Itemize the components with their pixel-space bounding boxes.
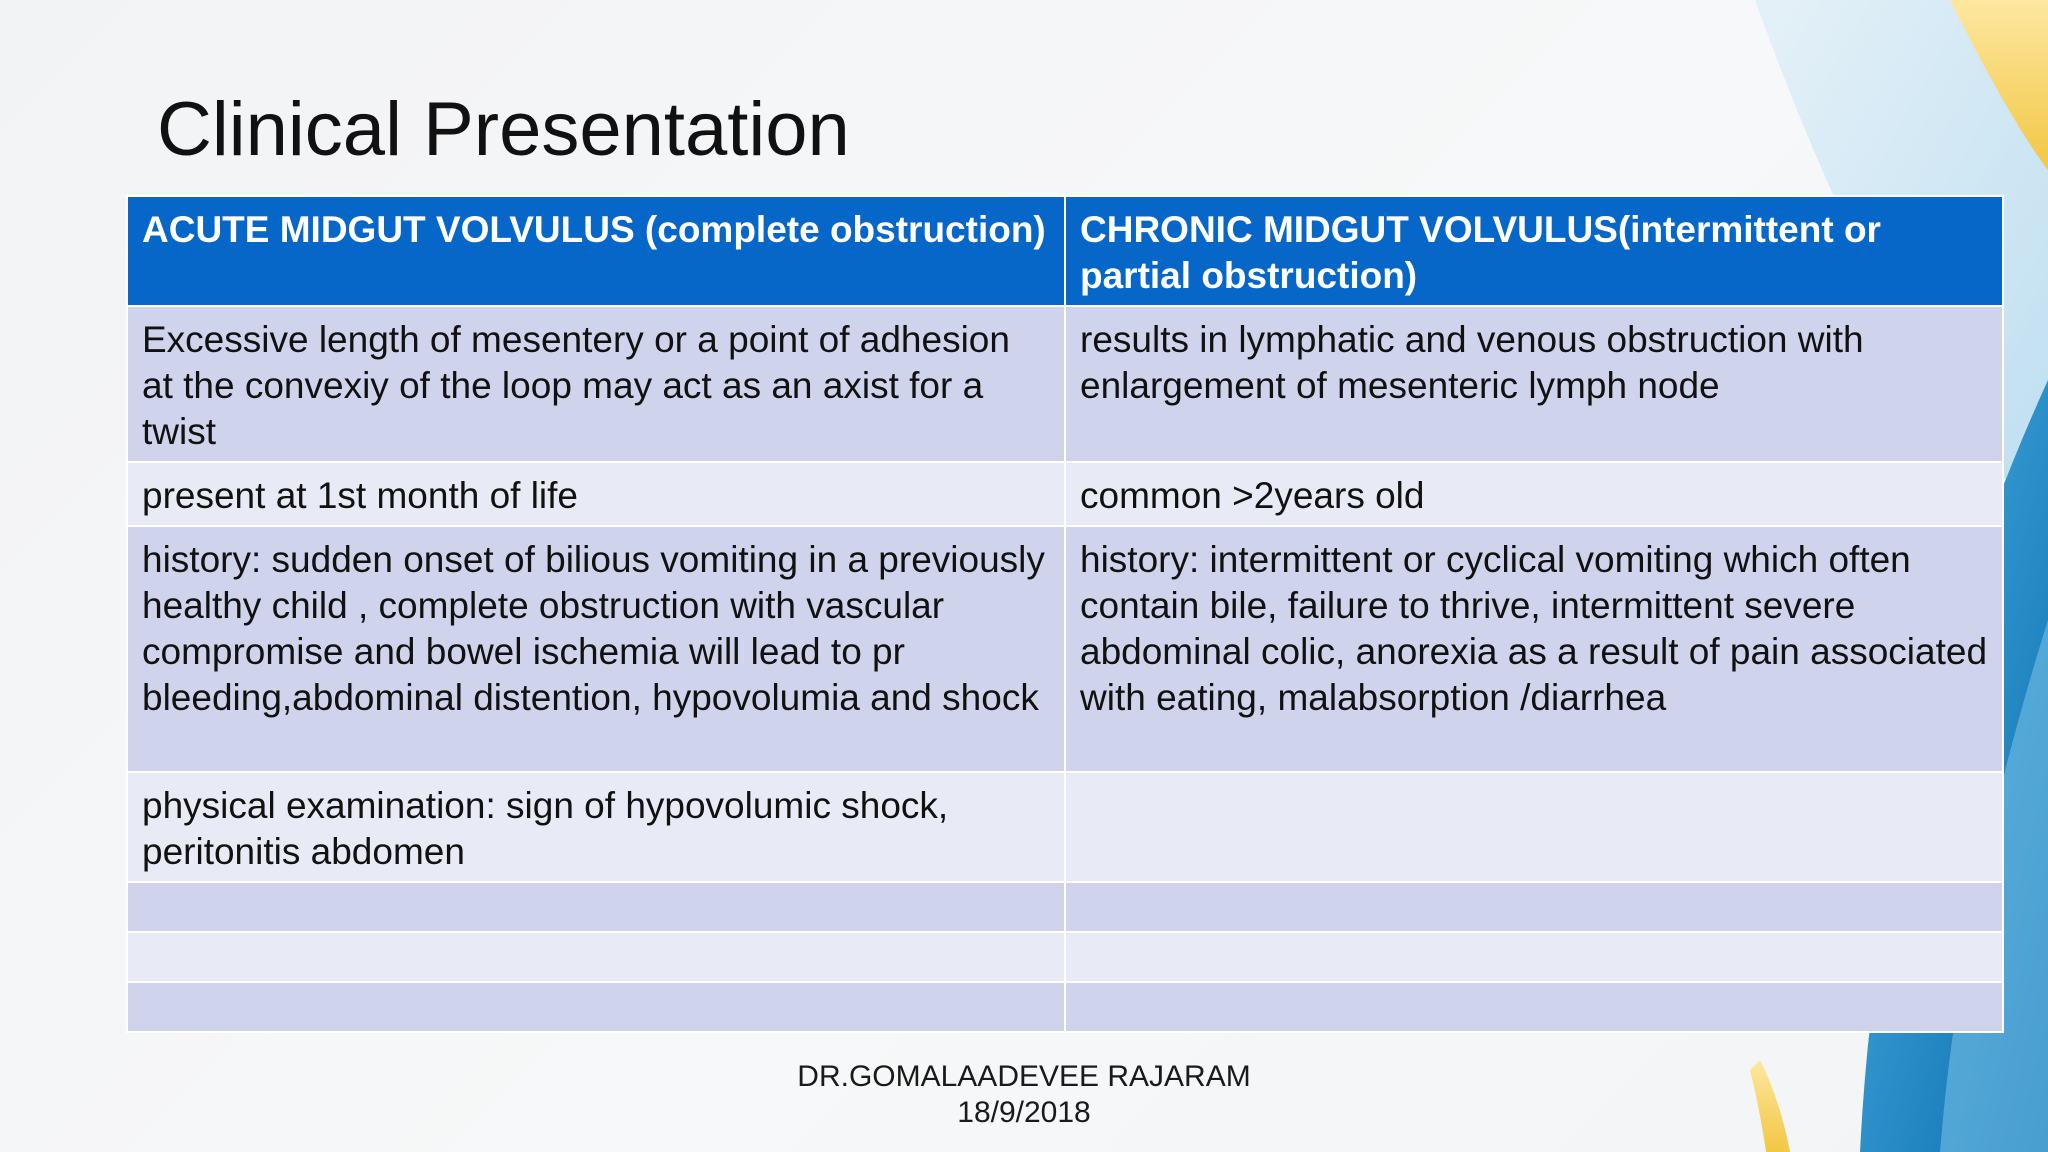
- table-row: [127, 932, 2003, 982]
- table-row: [127, 982, 2003, 1032]
- footer-author: DR.GOMALAADEVEE RAJARAM: [797, 1060, 1251, 1093]
- table-row: [127, 306, 2003, 462]
- table-cell: [1065, 772, 2003, 882]
- footer-date: 18/9/2018: [957, 1096, 1091, 1129]
- table-row: [127, 772, 2003, 882]
- table-cell: common >2years old: [1065, 462, 2003, 526]
- table-cell: [127, 932, 1065, 982]
- footer: [700, 1059, 1348, 1131]
- table-cell: present at 1st month of life: [127, 462, 1065, 526]
- table-cell: history: intermittent or cyclical vomiting which often contain bile, failure to thrive, intermittent severe abdominal colic, anorexia as a result of pain associated with eating, malabsorption /diarrhea: [1065, 526, 2003, 772]
- header-chronic: CHRONIC MIDGUT VOLVULUS(intermittent or partial obstruction): [1065, 196, 2003, 306]
- table-cell: physical examination: sign of hypovolumic shock, peritonitis abdomen: [127, 772, 1065, 882]
- table-row: [127, 882, 2003, 932]
- table-cell: [127, 882, 1065, 932]
- table-cell: [1065, 982, 2003, 1032]
- table-cell: [127, 982, 1065, 1032]
- decor-swoosh-gold-bottom: [1750, 1060, 1790, 1152]
- slide-title: Clinical Presentation: [157, 87, 850, 172]
- table-cell: [1065, 882, 2003, 932]
- header-acute: ACUTE MIDGUT VOLVULUS (complete obstruction): [127, 196, 1065, 306]
- table-header-row: [127, 196, 2003, 306]
- table-cell: history: sudden onset of bilious vomiting in a previously healthy child , complete obstruction with vascular compromise and bowel ischemia will lead to pr bleeding,abdominal distention, hypovolumia and shock: [127, 526, 1065, 772]
- table-row: [127, 526, 2003, 772]
- table-cell: [1065, 932, 2003, 982]
- table-cell: results in lymphatic and venous obstruction with enlargement of mesenteric lymph node: [1065, 306, 2003, 462]
- table-row: [127, 462, 2003, 526]
- table-cell: Excessive length of mesentery or a point of adhesion at the convexiy of the loop may act as an axist for a twist: [127, 306, 1065, 462]
- comparison-table: [126, 195, 2004, 1033]
